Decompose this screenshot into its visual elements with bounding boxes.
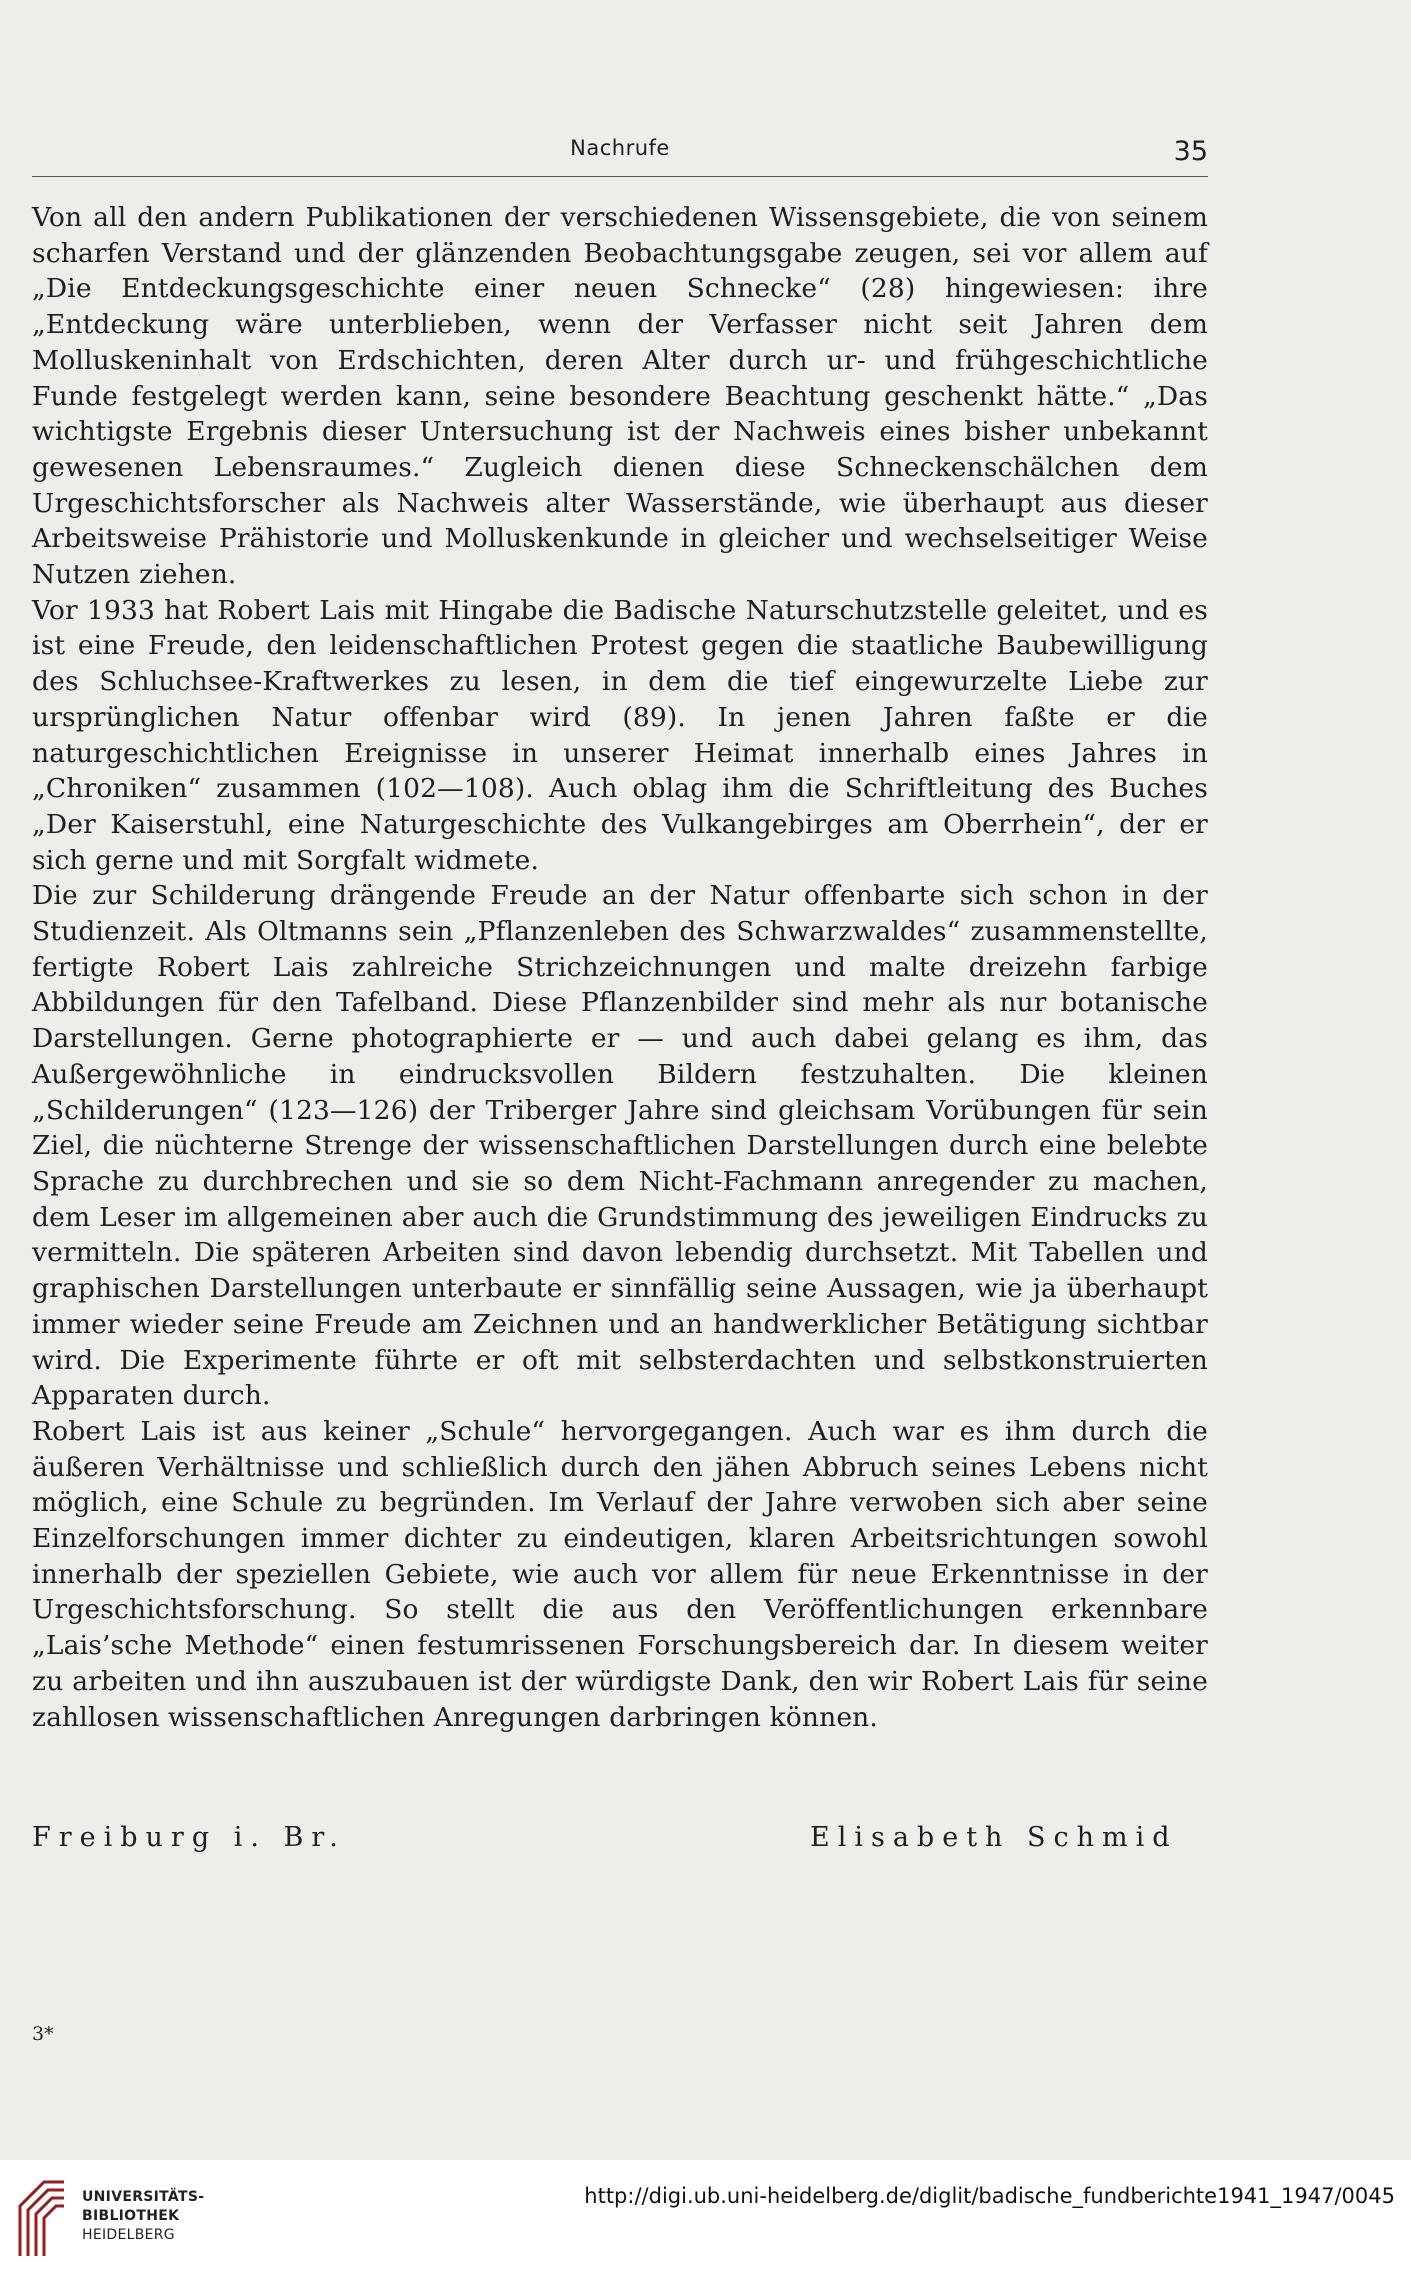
place-signature: Freiburg i. Br. [32,1822,346,1853]
signature-mark: 3* [32,2023,54,2045]
author-signature: Elisabeth Schmid [810,1822,1178,1853]
logo-line: BIBLIOTHEK [82,2208,180,2224]
library-logo-icon [14,2176,70,2260]
paragraph: Robert Lais ist aus keiner „Schule“ hervorgegangen. Auch war es ihm durch die äußeren Verhältnisse und schließlich durch den jähen Abbruch seines Lebens nicht möglich, eine Schule zu begründen. Im Verlauf der Jahre verwoben sich aber seine Einzelforschungen immer dichter zu eindeutigen, klaren Arbeitsrichtungen sowohl innerhalb der speziellen Gebiete, wie auch vor allem für neue Erkenntnisse in der Urgeschichtsforschung. So stellt die aus den Veröffentlichungen erkennbare „Lais’sche Methode“ einen festumrissenen Forschungsbereich dar. In diesem weiter zu arbeiten und ihn auszubauen ist der würdigste Dank, den wir Robert Lais für seine zahllosen wissenschaftlichen Anregungen darbringen können. [32,1415,1208,1733]
paragraph: Vor 1933 hat Robert Lais mit Hingabe die Badische Naturschutzstelle geleitet, und es ist eine Freude, den leidenschaftlichen Protest gegen die staatliche Baubewilligung des Schluchsee-Kraftwerkes zu lesen, in dem die tief eingewurzelte Liebe zur ursprünglichen Natur offenbar wird (89). In jenen Jahren faßte er die naturgeschichtlichen Ereignisse in unserer Heimat innerhalb eines Jahres in „Chroniken“ zusammen (102—108). Auch oblag ihm die Schriftleitung des Buches „Der Kaiserstuhl, eine Naturgeschichte des Vulkangebirges am Oberrhein“, der er sich gerne und mit Sorgfalt widmete. [32,594,1208,876]
page-header [32,128,1208,177]
library-logo-text [82,2188,204,2245]
body-text [32,200,1208,1735]
running-title: Nachrufe [570,136,670,160]
logo-line: HEIDELBERG [82,2227,175,2243]
library-footer [0,2160,1411,2273]
paragraph: Von all den andern Publikationen der verschiedenen Wissensgebiete, die von seinem scharfen Verstand und der glänzenden Beobachtungsgabe zeugen, sei vor allem auf „Die Entdeckungsgeschichte einer neuen Schnecke“ (28) hingewiesen: ihre „Entdeckung wäre unterblieben, wenn der Verfasser nicht seit Jahren dem Molluskeninhalt von Erdschichten, deren Alter durch ur- und frühgeschichtliche Funde festgelegt werden kann, seine besondere Beachtung geschenkt hätte.“ „Das wichtigste Ergebnis dieser Untersuchung ist der Nachweis eines bisher unbekannt gewesenen Lebensraumes.“ Zugleich dienen diese Schneckenschälchen dem Urgeschichtsforscher als Nachweis alter Wasserstände, wie überhaupt aus dieser Arbeitsweise Prähistorie und Molluskenkunde in gleicher und wechselseitiger Weise Nutzen ziehen. [32,202,1208,591]
logo-line: UNIVERSITÄTS- [82,2189,205,2205]
page-number: 35 [1173,136,1208,167]
source-url-link[interactable]: http://digi.ub.uni-heidelberg.de/diglit/badische_fundberichte1941_1947/0045 [584,2184,1395,2208]
paragraph: Die zur Schilderung drängende Freude an der Natur offenbarte sich schon in der Studienzeit. Als Oltmanns sein „Pflanzenleben des Schwarzwaldes“ zusammenstellte, fertigte Robert Lais zahlreiche Strichzeichnungen und malte dreizehn farbige Abbildungen für den Tafelband. Diese Pflanzenbilder sind mehr als nur botanische Darstellungen. Gerne photographierte er — und auch dabei gelang es ihm, das Außergewöhnliche in eindrucksvollen Bildern festzuhalten. Die kleinen „Schilderungen“ (123—126) der Triberger Jahre sind gleichsam Vorübungen für sein Ziel, die nüchterne Strenge der wissenschaftlichen Darstellungen durch eine belebte Sprache zu durchbrechen und sie so dem Nicht-Fachmann anregender zu machen, dem Leser im allgemeinen aber auch die Grundstimmung des jeweiligen Eindrucks zu vermitteln. Die späteren Arbeiten sind davon lebendig durchsetzt. Mit Tabellen und graphischen Darstellungen unterbaute er sinnfällig seine Aussagen, wie ja überhaupt immer wieder seine Freude am Zeichnen und an handwerklicher Betätigung sichtbar wird. Die Experimente führte er oft mit selbsterdachten und selbstkonstruierten Apparaten durch. [32,880,1208,1412]
